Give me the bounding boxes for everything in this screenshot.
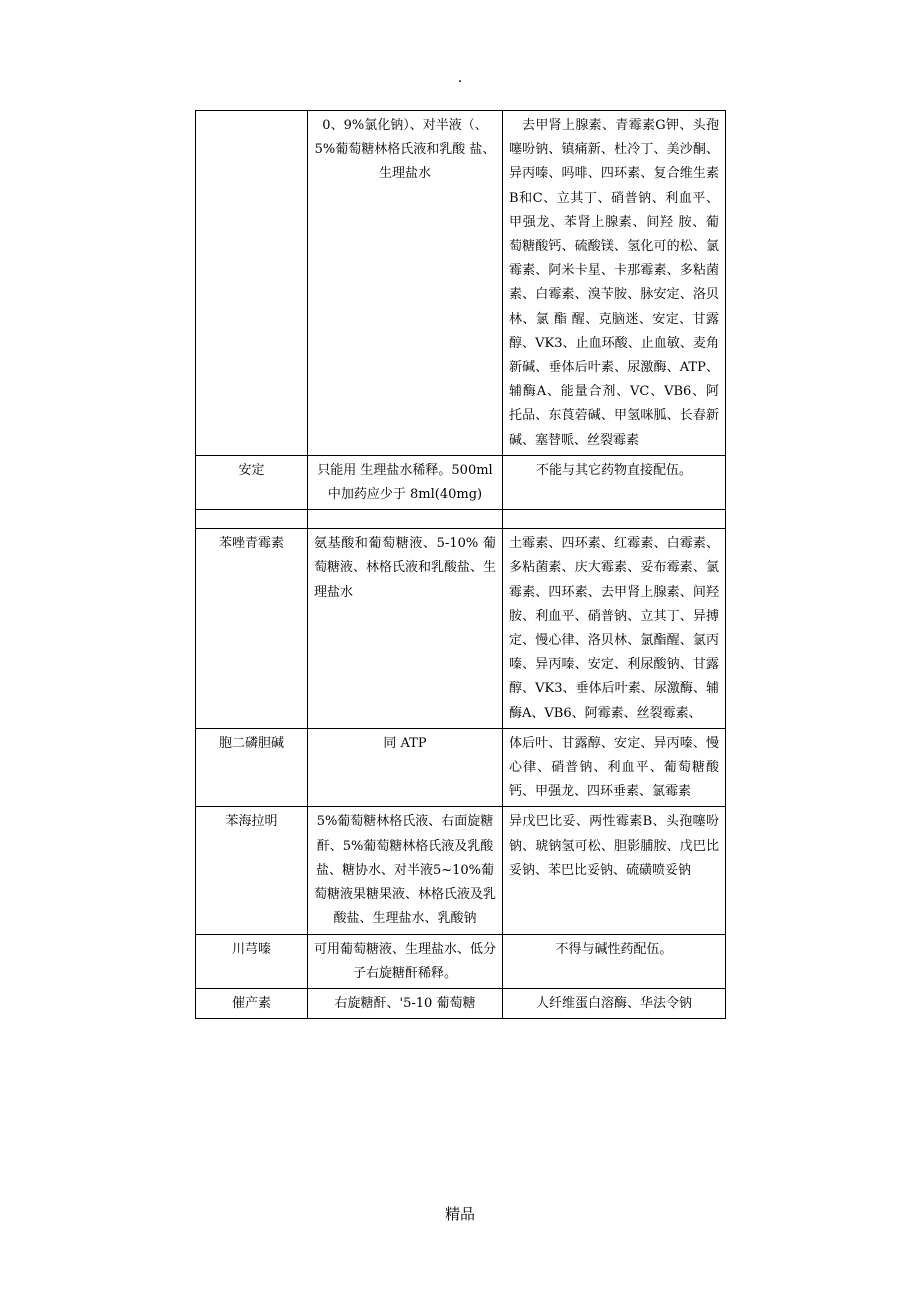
solvent-cell: 同 ATP: [308, 728, 503, 807]
incompatible-drugs-cell: 异戊巴比妥、两性霉素B、头孢噻吩钠、琥钠氢可松、胆影脯胺、戊巴比妥钠、苯巴比妥钠、硫磺喷妥钠: [503, 807, 726, 934]
table-row: [196, 934, 726, 988]
table-row: [196, 529, 726, 729]
drug-name-cell: 苯海拉明: [196, 807, 308, 934]
solvent-cell: 0、9%氯化钠）、对半液（、5%葡萄糖林格氏液和乳酸 盐、生理盐水: [308, 111, 503, 456]
drug-name-cell: 安定: [196, 455, 308, 509]
solvent-cell: 氨基酸和葡萄糖液、5-10% 葡萄糖液、林格氏液和乳酸盐、生理盐水: [308, 529, 503, 729]
header-mark: .: [457, 70, 463, 86]
table-row: [196, 988, 726, 1018]
drug-name-cell: 催产素: [196, 988, 308, 1018]
solvent-cell: [308, 510, 503, 529]
table-row: [196, 111, 726, 456]
page-footer: 精品: [444, 1205, 475, 1223]
drug-name-cell: 胞二磷胆碱: [196, 728, 308, 807]
incompatible-drugs-cell: 不得与碱性药配伍。: [503, 934, 726, 988]
drug-name-cell: 川芎嗪: [196, 934, 308, 988]
drug-compatibility-table: [195, 110, 726, 1019]
incompatible-drugs-cell: 不能与其它药物直接配伍。: [503, 455, 726, 509]
solvent-cell: 右旋糖酐、'5-10 葡萄糖: [308, 988, 503, 1018]
solvent-cell: 5%葡萄糖林格氏液、右面旋糖酐、5%葡萄糖林格氏液及乳酸盐、糖协水、对半液5~10%葡萄糖液果糖果液、林格氏液及乳酸盐、生理盐水、乳酸钠: [308, 807, 503, 934]
incompatible-drugs-cell: 体后叶、甘露醇、安定、异丙嗪、慢心律、硝普钠、利血平、葡萄糖酸钙、甲强龙、四环垂素、氯霉素: [503, 728, 726, 807]
incompatible-drugs-cell: 人纤维蛋白溶酶、华法令钠: [503, 988, 726, 1018]
solvent-cell: 可用葡萄糖液、生理盐水、低分子右旋糖酐稀释。: [308, 934, 503, 988]
drug-name-cell: 苯唑青霉素: [196, 529, 308, 729]
table-row: [196, 807, 726, 934]
drug-name-cell: [196, 111, 308, 456]
incompatible-drugs-cell: 土霉素、四环素、红霉素、白霉素、多粘菌素、庆大霉素、妥布霉素、氯霉素、四环素、去甲肾上腺素、间羟 胺、利血平、硝普钠、立其丁、异搏定、慢心律、洛贝林、氯酯醒、氯丙嗪、异丙嗪、安定、利尿酸钠、甘露醇、VK3、垂体后叶素、尿激酶、辅酶A、VB6、阿霉素、丝裂霉素、: [503, 529, 726, 729]
incompatible-drugs-cell: 去甲肾上腺素、青霉素G钾、头孢噻吩钠、镇痛新、杜冷丁、美沙酮、异丙嗪、吗啡、四环素、复合维生素B和C、立其丁、硝普钠、利血平、甲强龙、苯肾上腺素、间羟 胺、葡萄糖酸钙、硫酸镁、氢化可的松、氯霉素、阿米卡星、卡那霉素、多粘菌素、白霉素、溴苄胺、脉安定、洛贝林、氯 酯 醒、克脑迷、安定、甘露醇、VK3、止血环酸、止血敏、麦角新碱、垂体后叶素、尿激酶、ATP、辅酶A、能量合剂、VC、VB6、阿托品、东莨菪碱、甲氢咪胍、长春新碱、塞替哌、丝裂霉素: [503, 111, 726, 456]
table-row: [196, 510, 726, 529]
table-row: [196, 728, 726, 807]
incompatible-drugs-cell: [503, 510, 726, 529]
drug-name-cell: [196, 510, 308, 529]
solvent-cell: 只能用 生理盐水稀释。500ml中加药应少于 8ml(40mg): [308, 455, 503, 509]
table-row: [196, 455, 726, 509]
